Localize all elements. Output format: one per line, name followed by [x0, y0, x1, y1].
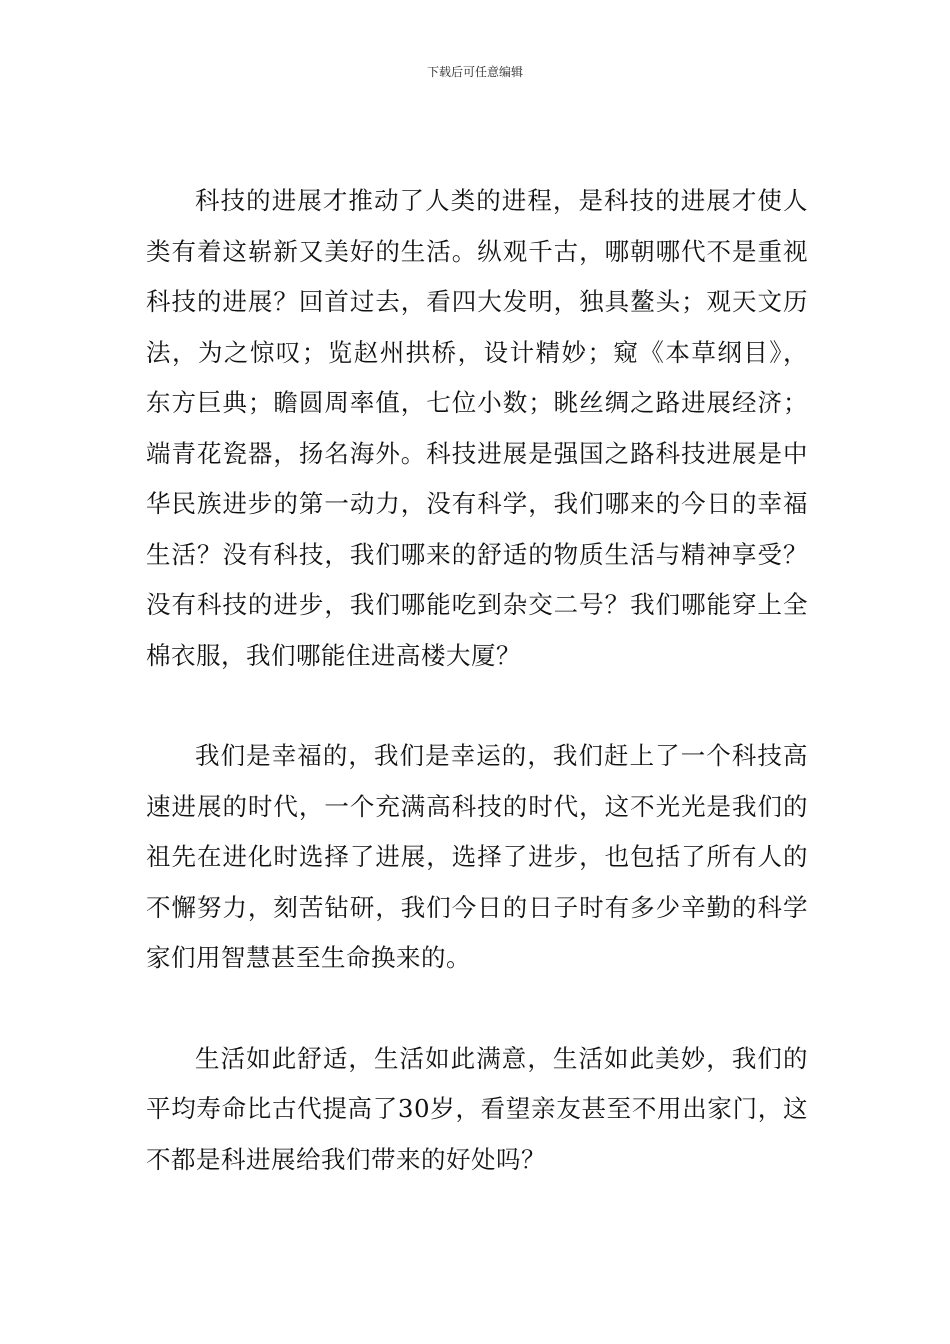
document-body: [146, 176, 808, 1185]
paragraph-3: 生活如此舒适，生活如此满意，生活如此美妙，我们的平均寿命比古代提高了30岁，看望亲友甚至不用出家门，这不都是科进展给我们带来的好处吗？: [146, 1043, 808, 1174]
page-header-note: 下载后可任意编辑: [426, 65, 523, 79]
paragraph-2: 我们是幸福的，我们是幸运的，我们赶上了一个科技高速进展的时代，一个充满高科技的时代，这不光光是我们的祖先在进化时选择了进展，选择了进步，也包括了所有人的不懈努力，刻苦钻研，我们今日的日子时有多少辛勤的科学家们用智慧甚至生命换来的。: [146, 741, 808, 972]
paragraph-1: 科技的进展才推动了人类的进程，是科技的进展才使人类有着这崭新又美好的生活。纵观千古，哪朝哪代不是重视科技的进展？回首过去，看四大发明，独具鳌头；观天文历法，为之惊叹；览赵州拱桥，设计精妙；窥《本草纲目》，东方巨典；瞻圆周率值，七位小数；眺丝绸之路进展经济；端青花瓷器，扬名海外。科技进展是强国之路科技进展是中华民族进步的第一动力，没有科学，我们哪来的今日的幸福生活？没有科技，我们哪来的舒适的物质生活与精神享受？没有科技的进步，我们哪能吃到杂交二号？我们哪能穿上全棉衣服，我们哪能住进高楼大厦？: [146, 186, 808, 670]
